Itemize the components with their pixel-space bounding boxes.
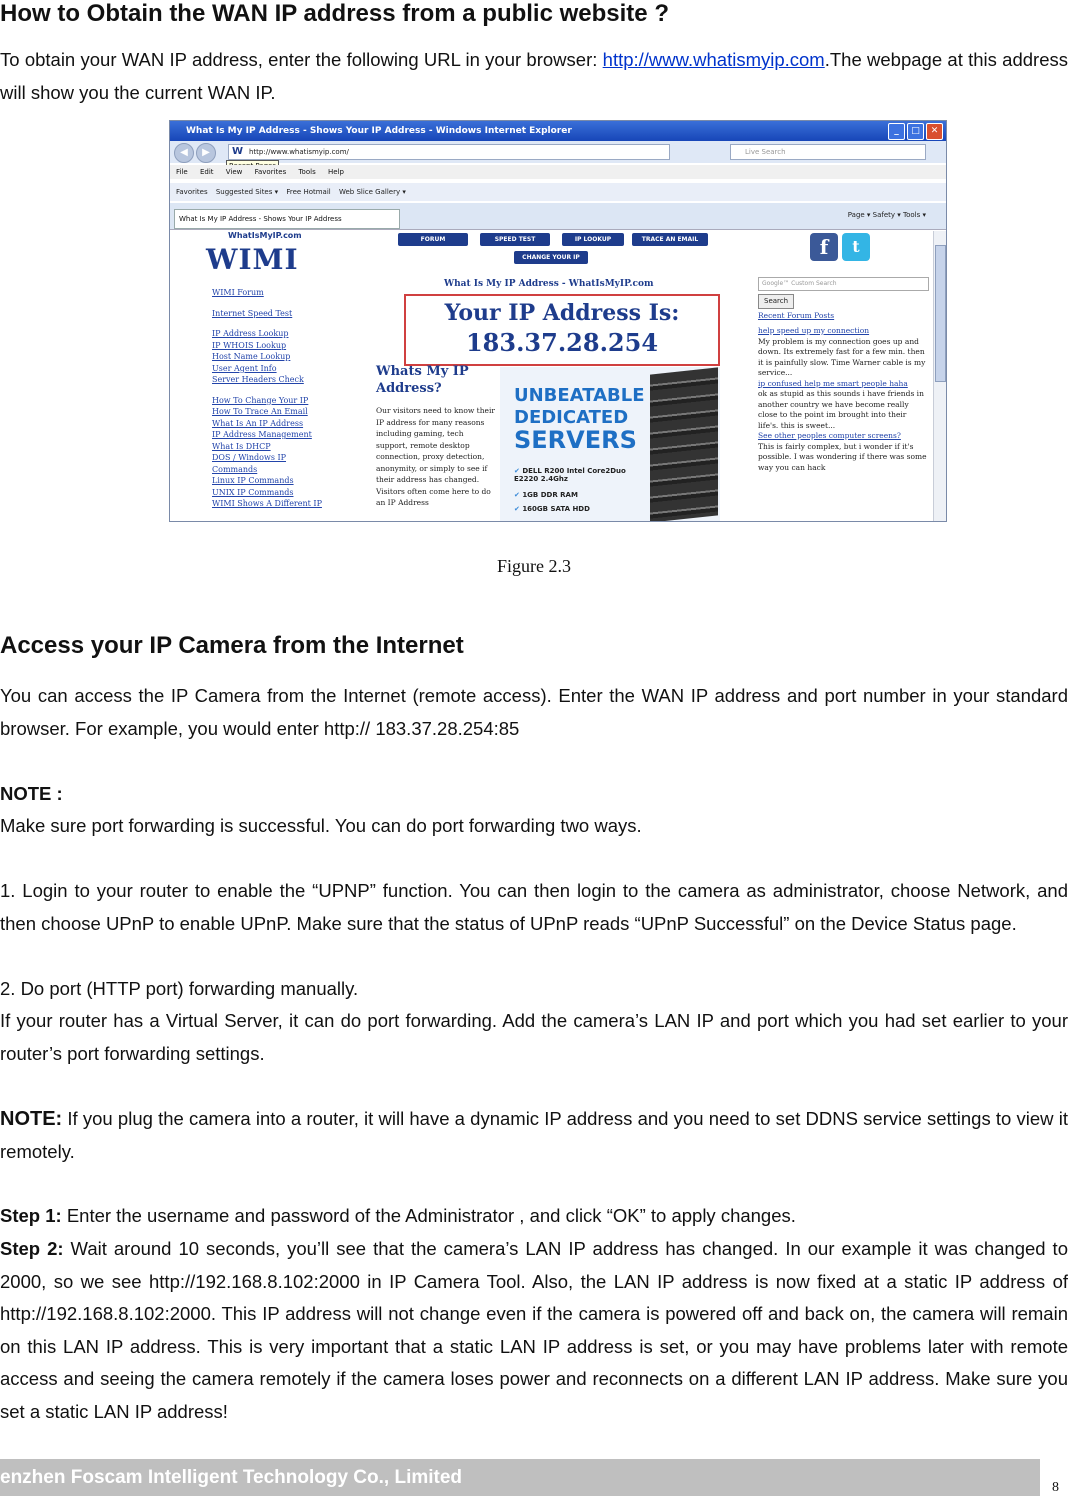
side-link[interactable]: UNIX IP Commands <box>212 487 294 497</box>
side-link[interactable]: What Is An IP Address <box>212 418 304 428</box>
post-text: My problem is my connection goes up and down. Its extremely fast for a few min. then it is painfully slow. Time Warner cable is my service... <box>758 336 926 377</box>
side-gap <box>212 319 362 328</box>
side-link[interactable]: IP WHOIS Lookup <box>212 340 287 350</box>
web-slice-gallery[interactable]: Web Slice Gallery ▾ <box>338 188 406 196</box>
vertical-scrollbar[interactable] <box>933 231 946 521</box>
forward-icon[interactable]: ▶ <box>196 143 216 163</box>
section-title-access: Access your IP Camera from the Internet <box>0 632 464 659</box>
side-link[interactable]: Server Headers Check <box>212 375 304 384</box>
nav-change-ip-button[interactable]: CHANGE YOUR IP <box>514 251 588 264</box>
web-page <box>170 231 932 521</box>
scrollbar-thumb[interactable] <box>935 245 946 382</box>
whatismyip-link[interactable]: http://www.whatismyip.com <box>602 49 825 70</box>
menu-tools[interactable]: Tools <box>298 168 316 176</box>
way2-paragraph: 2. Do port (HTTP port) forwarding manually. <box>0 978 359 999</box>
ad-spec: ✔ DELL R200 Intel Core2Duo E2220 2.4Ghz <box>514 467 644 483</box>
command-bar[interactable]: Page ▾ Safety ▾ Tools ▾ <box>847 211 926 219</box>
whats-my-ip-title: Whats My IP Address? <box>376 364 469 396</box>
menu-view[interactable]: View <box>225 168 243 176</box>
virtual-server-paragraph: If your router has a Virtual Server, it can do port forwarding. Add the camera’s LAN IP and port which you had set earlier to your router’s port forwarding settings. <box>0 1010 1068 1064</box>
address-text: http://www.whatismyip.com/ <box>249 148 349 156</box>
address-bar[interactable] <box>228 144 670 160</box>
window-title: What Is My IP Address - Shows Your IP Address - Windows Internet Explorer <box>186 126 572 136</box>
side-link[interactable]: Linux IP Commands <box>212 476 294 485</box>
side-link[interactable]: Host Name Lookup <box>212 352 291 361</box>
ip-value: 183.37.28.254 <box>465 328 659 357</box>
access-paragraph: You can access the IP Camera from the Internet (remote access). Enter the WAN IP address and port number in your standard browser. For example, you would enter http:// 183.37.28.254:85 <box>0 685 1068 739</box>
right-column <box>758 277 928 473</box>
live-search-input[interactable]: Live Search <box>730 144 926 160</box>
intro-paragraph <box>0 44 1068 109</box>
recent-posts-title[interactable]: Recent Forum Posts <box>758 310 835 320</box>
favorites-button[interactable]: Favorites <box>176 188 208 196</box>
ip-label: Your IP Address Is: <box>444 300 680 326</box>
whats-my-ip-text: Our visitors need to know their IP address for many reasons including gaming, tech support, remote desktop connection, proxy detection, anonymity, or simply to see if their address has changed. Visitors often come here to do an IP Address <box>376 406 495 507</box>
side-link[interactable]: Internet Speed Test <box>212 308 293 318</box>
menu-bar <box>170 165 946 179</box>
page-heading: What Is My IP Address - WhatIsMyIP.com <box>444 279 654 289</box>
favorites-bar <box>170 183 946 201</box>
step2-label: Step 2: <box>0 1238 64 1259</box>
server-rack-image <box>650 367 718 522</box>
ad-spec: ✔ 160GB SATA HDD <box>514 505 590 513</box>
nav-ip-lookup-button[interactable]: IP LOOKUP <box>562 233 624 246</box>
wimi-logo[interactable]: WIMI <box>206 243 299 276</box>
post-text: This is fairly complex, but i wonder if it's possible. I was wondering if there was some way you can hack <box>758 441 927 472</box>
ad-line-2: DEDICATED <box>514 407 629 428</box>
side-link[interactable]: Commands <box>212 464 258 474</box>
tab-whatismyip[interactable]: What Is My IP Address - Shows Your IP Address <box>174 209 400 229</box>
side-link[interactable]: WIMI Forum <box>212 288 264 297</box>
note1-label: NOTE : <box>0 783 63 804</box>
note2-label: NOTE: <box>0 1108 63 1130</box>
menu-help[interactable]: Help <box>327 168 344 176</box>
intro-text-end: .The webpage at this address will show you the current WAN IP. <box>0 49 1068 103</box>
way1-paragraph: 1. Login to your router to enable the “UPNP” function. You can then login to the camera as administrator, choose Network, and then choose UPnP to enable UPnP. Make sure that the status of UPnP reads “UPnP Successful” on the Device Status page. <box>0 880 1068 934</box>
side-gap <box>212 299 362 308</box>
close-icon[interactable]: ✕ <box>926 123 943 140</box>
server-ad[interactable] <box>500 367 720 521</box>
post-title[interactable]: ip confused help me smart people haha <box>758 378 908 388</box>
step1-text: Enter the username and password of the Administrator , and click “OK” to apply changes. <box>61 1205 796 1226</box>
facebook-icon[interactable]: f <box>810 233 838 261</box>
post-title[interactable]: help speed up my connection <box>758 326 870 335</box>
nav-speed-test-button[interactable]: SPEED TEST <box>480 233 550 246</box>
side-link[interactable]: How To Trace An Email <box>212 407 308 416</box>
ad-line-1: UNBEATABLE <box>514 385 645 406</box>
note2-text: If you plug the camera into a router, it will have a dynamic IP address and you need to set DDNS service settings to view it remotely. <box>0 1108 1068 1162</box>
side-gap <box>212 386 362 395</box>
step1-label: Step 1: <box>0 1205 62 1226</box>
side-link[interactable]: WIMI Shows A Different IP <box>212 499 322 508</box>
side-link[interactable]: User Agent Info <box>212 363 277 373</box>
menu-file[interactable]: File <box>176 168 188 176</box>
browser-screenshot <box>169 120 947 522</box>
note2-paragraph <box>0 1103 1068 1168</box>
nav-forum-button[interactable]: FORUM <box>398 233 468 246</box>
nav-trace-email-button[interactable]: TRACE AN EMAIL <box>632 233 708 246</box>
side-link[interactable]: DOS / Windows IP <box>212 453 287 462</box>
figure-caption: Figure 2.3 <box>497 556 571 576</box>
side-link[interactable]: IP Address Management <box>212 430 312 439</box>
back-icon[interactable]: ◀ <box>174 143 194 163</box>
ad-line-3: SERVERS <box>514 426 637 454</box>
address-row <box>170 141 946 163</box>
note1-text: Make sure port forwarding is successful. You can do port forwarding two ways. <box>0 815 642 836</box>
site-favicon-icon: W <box>232 146 244 157</box>
footer-company: enzhen Foscam Intelligent Technology Co., Limited <box>0 1467 463 1488</box>
section-title-wan-ip: How to Obtain the WAN IP address from a public website ? <box>0 0 669 27</box>
window-controls <box>888 123 943 140</box>
search-button[interactable]: Search <box>758 294 794 309</box>
side-link[interactable]: How To Change Your IP <box>212 395 309 405</box>
suggested-sites[interactable]: Suggested Sites ▾ <box>215 188 279 196</box>
side-links <box>212 287 362 510</box>
google-search-input[interactable]: Google™ Custom Search <box>758 277 929 291</box>
post-text: ok as stupid as this sounds i have friends in another country we have become really close to the point im brought into their life's. this is sweet... <box>758 389 924 430</box>
step1-paragraph <box>0 1200 1068 1233</box>
menu-edit[interactable]: Edit <box>199 168 214 176</box>
side-link[interactable]: IP Address Lookup <box>212 329 289 338</box>
twitter-icon[interactable]: t <box>842 233 870 261</box>
step2-text: Wait around 10 seconds, you’ll see that the camera’s LAN IP address has changed. In our example it was changed to 2000, so we see http://192.168.8.102:2000 in IP Camera Tool. Also, the LAN IP address is now fixed at a static IP address of http://192.168.8.102:2000. This IP address will not change even if the camera is powered off and back on, the camera will remain on this LAN IP address. This is very important that a static LAN IP address is set, or you may have problems later with remote access and seeing the camera remotely if the camera loses power and reconnects on a different LAN IP address. Make sure you set a static LAN IP address! <box>0 1238 1068 1422</box>
tab-row <box>170 203 946 230</box>
site-name: WhatIsMyIP.com <box>228 231 302 240</box>
menu-favorites[interactable]: Favorites <box>254 168 287 176</box>
ip-address-box <box>404 294 720 366</box>
side-link[interactable]: What Is DHCP <box>212 441 271 451</box>
intro-text: To obtain your WAN IP address, enter the following URL in your browser: <box>0 49 603 70</box>
post-title[interactable]: See other peoples computer screens? <box>758 431 901 440</box>
ad-spec: ✔ 1GB DDR RAM <box>514 491 578 499</box>
footer-bar <box>0 1459 1040 1496</box>
page-number: 8 <box>1052 1480 1059 1495</box>
minimize-icon[interactable]: _ <box>888 123 905 140</box>
maximize-icon[interactable]: □ <box>907 123 924 140</box>
step2-paragraph <box>0 1233 1068 1428</box>
free-hotmail[interactable]: Free Hotmail <box>286 188 331 196</box>
window-titlebar <box>170 121 946 141</box>
